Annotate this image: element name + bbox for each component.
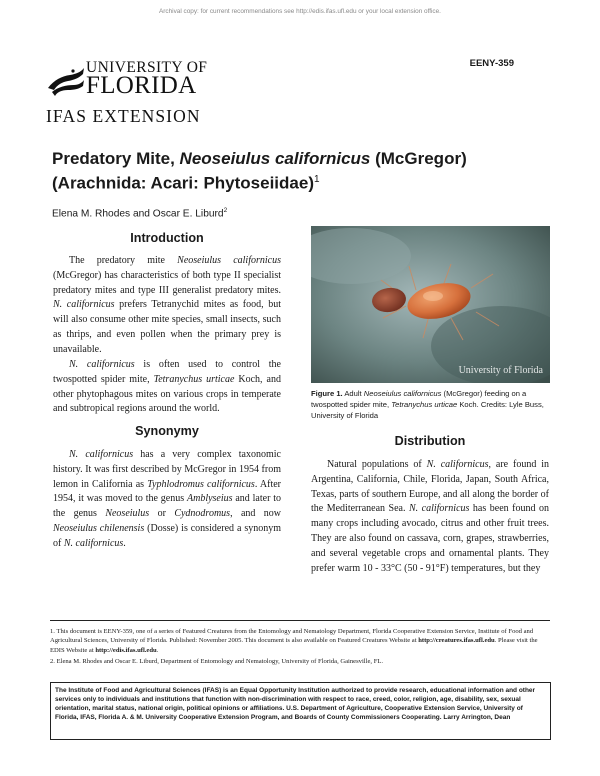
text-run: Koch, and other phytophagous mites on various crops in temperate and subtropical regions around the world. bbox=[53, 373, 281, 415]
text-run: (McGregor) feeding on a twospotted spider mite, bbox=[311, 389, 527, 409]
text-run: Neoseiulus californicus bbox=[363, 389, 442, 398]
text-run: , are found in Argentina, California, Chile, Florida, Japan, South Africa, Texas, parts of southern Europe, and all along the border of the Mediterranean Sea. bbox=[311, 459, 549, 515]
text-run: Neoseiulus californicus bbox=[177, 255, 281, 266]
text-run: Cydnodromus bbox=[174, 508, 231, 520]
text-run: Adult bbox=[342, 389, 364, 398]
introduction-heading: Introduction bbox=[130, 231, 204, 245]
author-footnote-ref: 2 bbox=[223, 207, 228, 214]
text-run: N. californicus bbox=[408, 503, 470, 515]
archive-note: Archival copy: for current recommendations see http://edis.ifas.ufl.edu or your local extension office. bbox=[159, 8, 441, 15]
text-run: http://creatures.ifas.ufl.edu bbox=[418, 637, 495, 645]
text-run: (Dosse) is considered a synonym of bbox=[53, 522, 281, 549]
photo-watermark: University of Florida bbox=[458, 365, 543, 376]
text-run: . bbox=[156, 646, 159, 654]
author-names: Elena M. Rhodes and Oscar E. Liburd bbox=[52, 208, 224, 220]
text-run: N. californicus bbox=[53, 299, 115, 311]
figure-1-photo bbox=[311, 226, 550, 383]
introduction-section bbox=[53, 254, 281, 358]
text-run: , and now bbox=[230, 508, 281, 520]
text-run: N. californicus bbox=[63, 537, 124, 549]
footnote-1 bbox=[50, 627, 550, 655]
title-footnote-ref: 1 bbox=[314, 174, 320, 185]
ufl-ifas-logo bbox=[46, 58, 216, 130]
logo-florida: FLORIDA bbox=[86, 72, 197, 99]
logo-ifas-extension: IFAS EXTENSION bbox=[46, 106, 201, 126]
distribution-heading: Distribution bbox=[394, 434, 466, 448]
distribution-paragraph-1 bbox=[311, 458, 549, 576]
text-run: Figure 1. bbox=[311, 389, 343, 398]
text-run: Neoseiulus bbox=[105, 508, 150, 520]
text-run: 1. This document is EENY-359, one of a series of Featured Creatures from the Entomology and Nematology Department, Florida Cooperative Extension Service, Institute of Food and Agricultural Sciences, University of Florida. Published: November 2005. This document is also available on Featured Creatures Website at bbox=[50, 628, 534, 645]
gator-head-icon bbox=[46, 58, 86, 102]
footnote-divider bbox=[50, 620, 550, 621]
text-run: . After 1954, it was moved to the genus bbox=[53, 478, 281, 505]
text-run: Tetranychus urticae bbox=[391, 400, 458, 409]
synonymy-section bbox=[53, 448, 281, 552]
text-run: N. californicus bbox=[69, 449, 134, 460]
page-title bbox=[52, 148, 552, 194]
synonymy-heading: Synonymy bbox=[135, 424, 199, 438]
text-run: Tetranychus urticae bbox=[153, 373, 235, 385]
title-scientific-name: Neoseiulus californicus bbox=[179, 149, 371, 168]
text-run: Koch. Credits: Lyle Buss, University of Florida bbox=[311, 400, 544, 420]
introduction-section-2 bbox=[53, 358, 281, 417]
document-id: EENY-359 bbox=[469, 58, 514, 69]
authors bbox=[52, 207, 227, 219]
text-run: Neoseiulus chilenensis bbox=[53, 522, 145, 534]
title-classification: (Arachnida: Acari: Phytoseiidae) bbox=[52, 173, 314, 193]
text-run: . Please visit the EDIS Website at bbox=[50, 637, 538, 654]
text-run: The predatory mite bbox=[69, 255, 178, 266]
predatory-mite-photo-image bbox=[311, 226, 550, 383]
text-run: has been found on many crops including avocado, citrus and other fruit trees. They are also found on cassava, corn, grapes, strawberries, and several vegetable crops and ornamental plants. They prefer warm 10 - 33°C (50 - 91°F) temperatures, but they bbox=[311, 503, 549, 574]
text-run: and later to the genus bbox=[53, 493, 282, 520]
introduction-paragraph-1 bbox=[53, 254, 281, 358]
text-run: http://edis.ifas.ufl.edu bbox=[95, 646, 157, 654]
text-run: . bbox=[123, 537, 126, 549]
text-run: prefers Tetranychid mites as food, but will also consume other mite species, small insects, such as thrips, and even pollen when the primary prey is unavailable. bbox=[53, 299, 281, 355]
introduction-paragraph-2 bbox=[53, 358, 281, 417]
footnotes bbox=[50, 627, 550, 669]
text-run: has a very complex taxonomic history. It was first described by McGregor in 1954 from lemon in California as bbox=[53, 449, 281, 490]
equal-opportunity-disclaimer: The Institute of Food and Agricultural Sciences (IFAS) is an Equal Opportunity Institution authorized to provide research, educational information and other services only to individuals and institutions that function with non-discrimination with respect to race, creed, color, religion, age, disability, sex, sexual orientation, marital status, national origin, political opinions or affiliations. U.S. Department of Agriculture, Cooperative Extension Service, University of Florida, IFAS, Florida A. & M. University Cooperative Extension Program, and Boards of County Commissioners Cooperating. Larry Arrington, Dean bbox=[50, 682, 551, 740]
title-prefix: Predatory Mite, bbox=[52, 149, 180, 168]
text-run: or bbox=[149, 508, 175, 520]
text-run: Typhlodromus californicus bbox=[147, 478, 255, 490]
footnote-2 bbox=[50, 657, 550, 666]
text-run: Natural populations of bbox=[327, 459, 427, 470]
distribution-section bbox=[311, 458, 549, 576]
text-run: (McGregor) has characteristics of both type II specialist predatory mites and type III generalist predatory mites. bbox=[53, 269, 281, 296]
title-suffix: (McGregor) bbox=[370, 149, 467, 168]
text-run: is often used to control the twospotted spider mite, bbox=[53, 359, 281, 385]
logo-university-of: UNIVERSITY OF bbox=[86, 59, 208, 76]
synonymy-paragraph-1 bbox=[53, 448, 281, 552]
text-run: N. californicus bbox=[69, 359, 135, 370]
figure-1-caption bbox=[311, 388, 549, 421]
text-run: 2. Elena M. Rhodes and Oscar E. Liburd, Department of Entomology and Nematology, University of Florida, Gainesville, FL. bbox=[50, 658, 384, 666]
text-run: N. californicus bbox=[426, 459, 489, 470]
text-run: Amblyseius bbox=[186, 493, 233, 505]
